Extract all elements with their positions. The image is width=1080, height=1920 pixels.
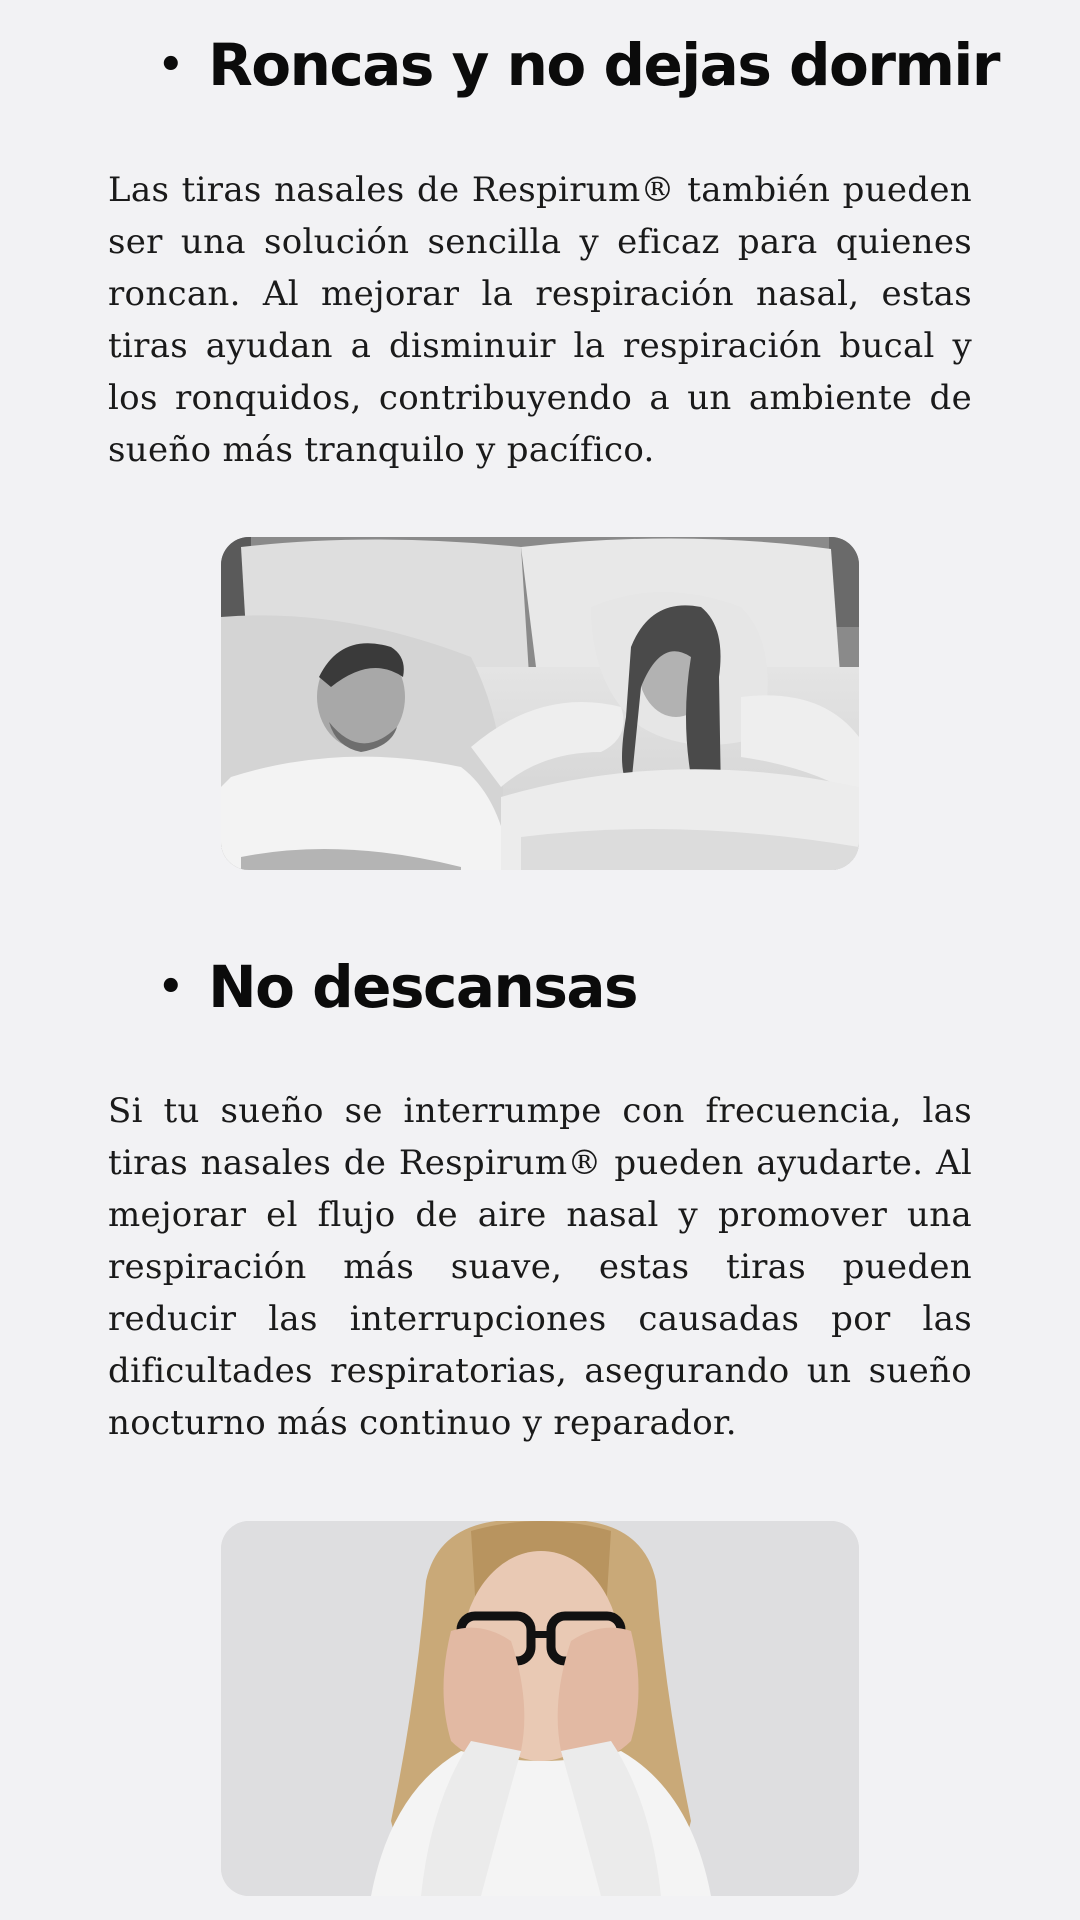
section-heading-snoring: [158, 31, 999, 99]
no-rest-paragraph: Si tu sueño se interrumpe con frecuencia, las tiras nasales de Respirum® pueden ayudarte. Al mejorar el flujo de aire nasal y promover una respiración más suave, estas tiras pueden reducir las interrupciones causadas por las dificultades respiratorias, asegurando un sueño nocturno más continuo y reparador.: [108, 1091, 972, 1443]
heading-text: Roncas y no dejas dormir: [208, 31, 999, 99]
tired-woman-photo: [221, 1521, 859, 1896]
heading-text: No descansas: [208, 953, 638, 1021]
snoring-paragraph: Las tiras nasales de Respirum® también pueden ser una solución sencilla y eficaz para quienes roncan. Al mejorar la respiración nasal, estas tiras ayudan a disminuir la respiración bucal y los ronquidos, contribuyendo a un ambiente de sueño más tranquilo y pacífico.: [108, 170, 972, 470]
snoring-couple-photo: [221, 537, 859, 870]
bullet-point: •: [158, 964, 183, 1010]
section-heading-no-rest: [158, 953, 638, 1021]
bullet-point: •: [158, 42, 183, 88]
